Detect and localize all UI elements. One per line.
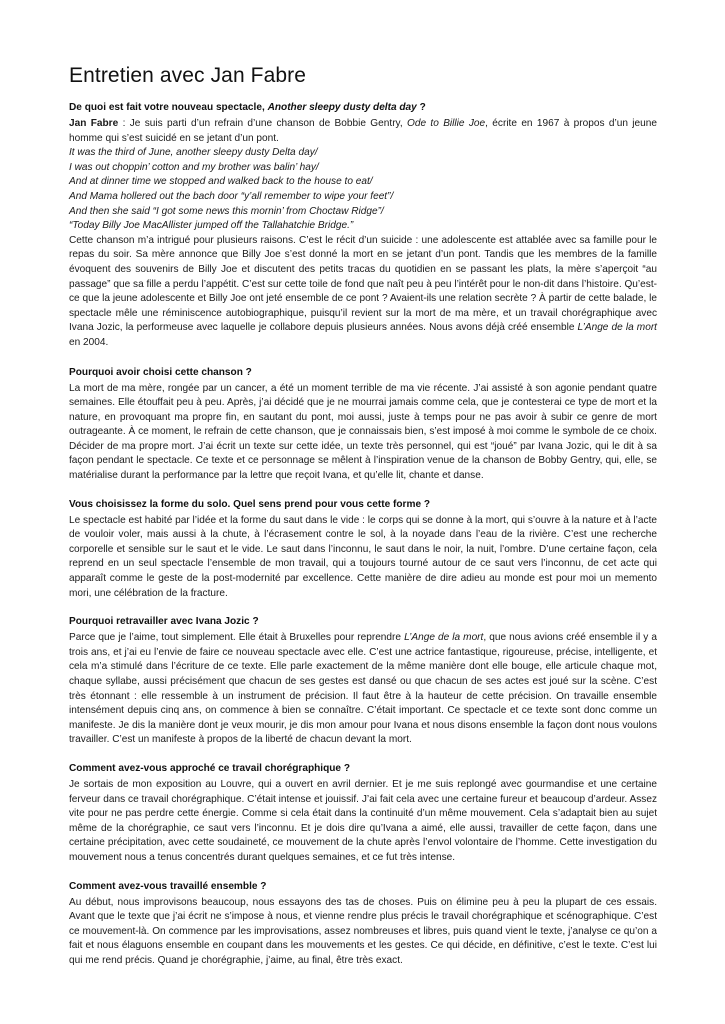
answer-body: La mort de ma mère, rongée par un cancer, a été un moment terrible de ma vie récente. J’ai assisté à son agonie pendant quatre semaines. Elle étouffait peu à peu. Après, j’ai décidé que je ne mourrai jamais comme cela, que je contesterai ce type de mort et la nature, en provoquant ma propre fin, en sautant du pont, moi aussi, juste à temps pour ne pas avoir à subir ce genre de mort outrageante. À ce moment, le refrain de cette chanson, que je connaissais bien, s’est imposé à moi comme le symbole de ce choix. Décider de ma propre mort. J’ai écrit un texte sur cette idée, un texte très personnel, qui est “joué” par Ivana Jozic, qui le dit à sa façon pendant le spectacle. Ce texte et ce personnage se mêlent à l’inspiration venue de la chanson de Bobby Gentry, qui, elle, se matérialise durant la performance par la lettre que reçoit Ivana, et qu’elle lit, chante et danse.	[69, 382, 657, 482]
question-heading: Vous choisissez la forme du solo. Quel sens prend pour vous cette forme ?	[69, 498, 431, 510]
intro-text: : Je suis parti d’un refrain d’une chanson de Bobbie Gentry,	[118, 118, 407, 129]
document-page	[69, 64, 657, 983]
lyrics-block	[69, 146, 657, 234]
section-2	[69, 366, 657, 484]
answer-body	[69, 234, 657, 351]
lyric-line: It was the third of June, another sleepy dusty Delta day/	[69, 147, 318, 159]
answer-intro	[69, 117, 657, 146]
section-4	[69, 615, 657, 748]
question-heading: Pourquoi avoir choisi cette chanson ?	[69, 366, 252, 378]
song-title: Ode to Billie Joe	[407, 118, 486, 129]
lyric-line: And then she said “I got some news this mornin’ from Choctaw Ridge”/	[69, 205, 384, 217]
intro-text-end: , écrite en 1967 à propos d’un jeune homme qui s’est suicidé en se jetant d’un pont.	[69, 118, 657, 144]
question-heading: Pourquoi retravailler avec Ivana Jozic ?	[69, 616, 259, 628]
lyric-line: “Today Billy Joe MacAllister jumped off the Tallahatchie Bridge.”	[69, 220, 354, 232]
body-text-end: en 2004.	[69, 336, 109, 348]
show-title: Another sleepy dusty delta day	[267, 102, 417, 113]
answer-body: Je sortais de mon exposition au Louvre, qui a ouvert en avril dernier. Et je me suis replongé avec gourmandise et une certaine ferveur dans ce travail chorégraphique. C’était intense et jouissif. J’ai fait cela avec une certaine fureur et beaucoup d’ardeur. Assez vite pour ne pas perdre cette énergie. Comme si cela était dans la continuité d’un même mouvement. Cela s’adaptait bien au sujet même de la chorégraphie, ce saut vers l’inconnu. Et je dois dire qu’Ivana a aimé, elle aussi, travailler de cette façon, dans une certaine précipitation, avec cette soudaineté, ce mouvement de la chute après l’envol volontaire de l’homme. Cette investigation du mouvement nous a tenus concentrés durant quelques semaines, et ce fut très intense.	[69, 778, 657, 863]
body-text-end: , que nous avions créé ensemble il y a trois ans, et j’ai eu l’envie de faire ce nouveau spectacle avec elle. C’est une actrice fantastique, rigoureuse, précise, intelligente, et cela m’a stimulé dans l’écriture de ce texte. Elle parle exactement de la même manière dont elle bouge, elle articule chaque mot, chaque syllabe, aussi précisément que chacun de ses gestes est dansé ou que chacun de ses actes est joué sur la scène. C’est très étonnant : elle ressemble à un instrument de précision. Il faut être à la hauteur de cette précision. On travaille ensemble intensément depuis cinq ans, on commence à bien se connaître. C’était important. Ce spectacle et ce texte sont donc comme un manifeste. Je dis la manière dont je veux mourir, je dis mon amour pour Ivana et nous disons ensemble la façon dont nous voulons travailler. C’est un manifeste à propos de la liberté de chacun devant la mort.	[69, 632, 657, 746]
answer-body: Au début, nous improvisons beaucoup, nous essayons des tas de choses. Puis on élimine peu à peu la plupart de ces essais. Avant que le texte que j’ai écrit ne s’impose à nous, et vienne rendre plus précis le travail chorégraphique et scénographique. C’est ce mouvement-là. On commence par les improvisations, assez nombreuses et libres, puis quand vient le texte, j’analyse ce qu’on a fait et nous élaguons ensemble en coupant dans les mouvements et les gestes. Ce qui décide, en définitive, c’est le texte. C’est lui qui me rend précis. Quand je chorégraphie, j’aime, au final, être très exact.	[69, 896, 657, 966]
section-5	[69, 762, 657, 866]
question-heading: Comment avez-vous travaillé ensemble ?	[69, 880, 267, 892]
question-text: De quoi est fait votre nouveau spectacle,	[69, 102, 268, 113]
answer-body: Le spectacle est habité par l’idée et la forme du saut dans le vide : le corps qui se donne à la mort, qui s’ouvre à la nature et à l’acte de vouloir voler, mais aussi à la chute, à l’écrasement contre le sol, à la noyade dans l’eau de la rivière. C’est une recherche corporelle et sensible sur le saut et le vide. Le saut dans l’inconnu, le saut dans le noir, la nuit, l’ombre. D’une certaine façon, cela reprend en un seul spectacle l’ensemble de mon travail, qui a toujours tourné autour de ce saut vers l’inconnu, de cet acte qui apparaît comme le geste de la post-modernité par excellence. Cette manière de dire adieu au monde est pour moi un memento mori, une célébration de la fracture.	[69, 514, 657, 599]
section-6	[69, 880, 657, 969]
answer-body	[69, 631, 657, 748]
page-title: Entretien avec Jan Fabre	[69, 64, 307, 87]
work-title: L’Ange de la mort	[577, 322, 657, 334]
lyric-line: I was out choppin’ cotton and my brother was balin’ hay/	[69, 161, 319, 173]
question-heading	[69, 101, 657, 115]
lyric-line: And at dinner time we stopped and walked back to the house to eat/	[69, 176, 373, 188]
section-3	[69, 498, 657, 602]
body-text: Parce que je l’aime, tout simplement. Elle était à Bruxelles pour reprendre	[69, 632, 405, 644]
question-heading: Comment avez-vous approché ce travail chorégraphique ?	[69, 762, 351, 774]
work-title: L’Ange de la mort	[404, 632, 484, 644]
speaker-name: Jan Fabre	[69, 118, 119, 129]
lyric-line: And Mama hollered out the bach door “y’all remember to wipe your feet”/	[69, 190, 394, 202]
question-mark: ?	[416, 102, 426, 113]
body-text: Cette chanson m’a intrigué pour plusieurs raisons. C’est le récit d’un suicide : une adolescente est attablée avec sa famille pour le repas du soir. Sa mère annonce que Billy Joe s’est donné la mort en se jetant d’un pont. Tandis que les membres de la famille évoquent des souvenirs de Billy Joe et discutent des petits tracas du quotidien en se passant les plats, la mère s’aperçoit “au passage” que sa fille a perdu l’appétit. C’est sur cette toile de fond que naît peu à peu l’intérêt pour le non-dit dans l’histoire. Qu’est-ce que la jeune adolescente et Billy Joe ont jeté ensemble de ce pont ? Avaient-ils une relation secrète ? À partir de cette balade, le spectacle mêle une réminiscence autobiographique, puisqu’il revient sur la mort de ma mère, et un travail chorégraphique avec Ivana Jozic, la performeuse avec laquelle je collabore depuis plusieurs années. Nous avons déjà créé ensemble	[69, 234, 657, 334]
section-1	[69, 101, 657, 351]
